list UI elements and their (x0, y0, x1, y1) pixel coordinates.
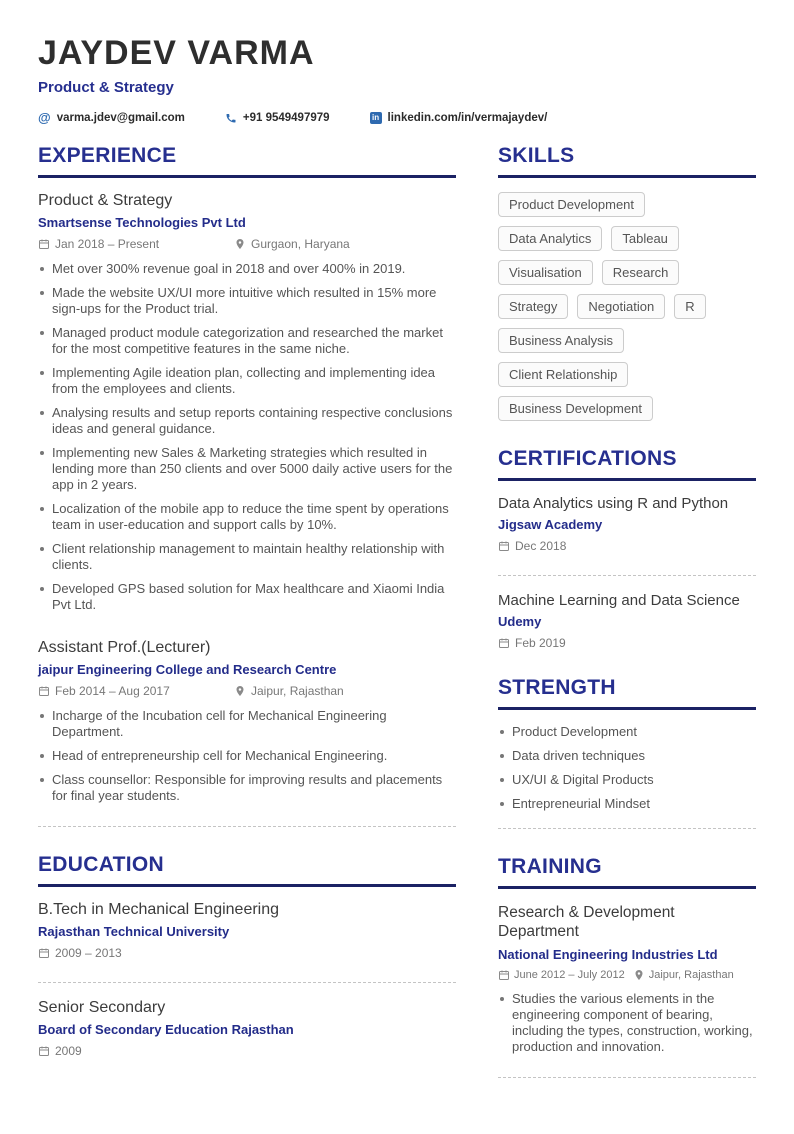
bullet-item: Head of entrepreneurship cell for Mechanical Engineering. (38, 748, 456, 764)
skill-tag: Visualisation (498, 260, 593, 285)
bullet-item: Localization of the mobile app to reduce the time spent by operations team in user-education and support calls by 10%. (38, 501, 456, 533)
certification-title: Machine Learning and Data Science (498, 592, 740, 609)
bullet-item: Analysing results and setup reports containing respective conclusions ideas and general guidance. (38, 405, 456, 437)
skill-tag: Strategy (498, 294, 568, 319)
bullet-item: Class counsellor: Responsible for improving results and placements for final year students. (38, 772, 456, 804)
section-experience (38, 144, 456, 827)
training-meta (498, 969, 756, 981)
certification-issuer: Udemy (498, 614, 542, 629)
experience-heading: EXPERIENCE (38, 144, 456, 178)
person-title: Product & Strategy (38, 79, 174, 96)
linkedin-icon: in (370, 112, 382, 124)
experience-entry (38, 639, 456, 804)
skill-tag: Business Development (498, 396, 653, 421)
education-meta (38, 946, 456, 960)
right-column (498, 144, 756, 1104)
job-title: Assistant Prof.(Lecturer) (38, 638, 211, 656)
job-meta (38, 237, 456, 251)
section-certifications (498, 447, 756, 650)
certification-entry (498, 495, 756, 553)
training-location-text: Jaipur, Rajasthan (648, 968, 734, 981)
certification-date (498, 539, 566, 553)
person-name: JAYDEV VARMA (38, 34, 315, 72)
strength-item: UX/UI & Digital Products (498, 772, 756, 788)
dashed-divider (498, 1077, 756, 1078)
training-org: National Engineering Industries Ltd (498, 946, 718, 962)
bullet-item: Met over 300% revenue goal in 2018 and over 400% in 2019. (38, 261, 456, 277)
training-dates (498, 969, 625, 981)
calendar-icon (498, 637, 510, 649)
section-skills (498, 144, 756, 421)
training-location (633, 969, 734, 981)
strength-heading: STRENGTH (498, 676, 756, 710)
section-education (38, 853, 456, 1058)
left-column (38, 144, 456, 1104)
job-location (234, 237, 350, 251)
calendar-icon (38, 685, 50, 697)
training-bullets (498, 991, 756, 1055)
dashed-divider (498, 575, 756, 576)
skill-tag: Client Relationship (498, 362, 628, 387)
job-location-text: Gurgaon, Haryana (251, 237, 350, 251)
bullet-item: Developed GPS based solution for Max healthcare and Xiaomi India Pvt Ltd. (38, 581, 456, 613)
skill-tag: Research (602, 260, 680, 285)
bullet-item: Managed product module categorization and researched the market for the most competitive features in the same niche. (38, 325, 456, 357)
section-strength (498, 676, 756, 829)
job-dates (38, 684, 234, 698)
location-icon (234, 238, 246, 250)
contact-row (38, 111, 756, 124)
certification-date (498, 636, 566, 650)
degree-title: B.Tech in Mechanical Engineering (38, 900, 280, 918)
skill-tag: Data Analytics (498, 226, 602, 251)
bullet-item: Implementing new Sales & Marketing strategies which resulted in lending more than 250 clients and over 5000 daily active users for the app in 2 years. (38, 445, 456, 493)
skill-tag: Business Analysis (498, 328, 624, 353)
calendar-icon (498, 969, 510, 981)
strength-item: Data driven techniques (498, 748, 756, 764)
certification-entry (498, 592, 756, 650)
job-location-text: Jaipur, Rajasthan (251, 683, 344, 698)
dashed-divider (498, 828, 756, 829)
education-heading: EDUCATION (38, 853, 456, 887)
calendar-icon (38, 947, 50, 959)
phone-text: +91 9549497979 (242, 111, 330, 124)
job-dates-text: Jan 2018 – Present (55, 237, 160, 251)
strength-item: Entrepreneurial Mindset (498, 796, 756, 812)
job-bullets (38, 261, 456, 613)
education-dates (38, 1044, 82, 1058)
certification-meta (498, 539, 756, 553)
education-dates (38, 946, 122, 960)
bullet-item: Incharge of the Incubation cell for Mechanical Engineering Department. (38, 708, 456, 740)
location-icon (234, 685, 246, 697)
section-training (498, 855, 756, 1078)
job-dates-text: Feb 2014 – Aug 2017 (55, 683, 170, 698)
email-text: varma.jdev@gmail.com (56, 111, 185, 124)
contact-email[interactable] (38, 111, 185, 124)
content-columns (38, 144, 756, 1104)
bullet-item: Made the website UX/UI more intuitive which resulted in 15% more sign-ups for the Product trial. (38, 285, 456, 317)
certification-date-text: Dec 2018 (515, 539, 567, 553)
certification-issuer: Jigsaw Academy (498, 517, 603, 532)
certification-title: Data Analytics using R and Python (498, 495, 729, 512)
training-title: Research & Development Department (498, 903, 675, 941)
skill-tag: Negotiation (577, 294, 665, 319)
education-meta (38, 1044, 456, 1058)
header (38, 34, 756, 124)
training-heading: TRAINING (498, 855, 756, 889)
dashed-divider (38, 982, 456, 983)
certification-date-text: Feb 2019 (515, 636, 566, 650)
dashed-divider (38, 826, 456, 827)
skill-tags (498, 192, 756, 421)
job-location (234, 684, 344, 698)
location-icon (633, 969, 645, 981)
strength-item: Product Development (498, 724, 756, 740)
calendar-icon (38, 238, 50, 250)
company-name: Smartsense Technologies Pvt Ltd (38, 215, 246, 230)
experience-entry (38, 192, 456, 613)
contact-phone[interactable] (225, 112, 330, 124)
training-entry (498, 903, 756, 1055)
skill-tag: Product Development (498, 192, 645, 217)
education-dates-text: 2009 (55, 1043, 82, 1058)
school-name: Rajasthan Technical University (38, 923, 230, 939)
certification-meta (498, 636, 756, 650)
bullet-item: Studies the various elements in the engineering component of bearing, including the types, construction, working, production and innovation. (498, 991, 756, 1055)
education-entry (38, 999, 456, 1058)
email-icon: @ (38, 110, 51, 125)
skills-heading: SKILLS (498, 144, 756, 178)
skill-tag: Tableau (611, 226, 679, 251)
strength-list (498, 724, 756, 812)
degree-title: Senior Secondary (38, 998, 166, 1016)
school-name: Board of Secondary Education Rajasthan (38, 1021, 294, 1037)
training-dates-text: June 2012 – July 2012 (514, 968, 625, 981)
job-meta (38, 684, 456, 698)
education-entry (38, 901, 456, 960)
phone-icon (225, 112, 237, 124)
linkedin-text: linkedin.com/in/vermajaydev/ (387, 111, 548, 124)
job-dates (38, 237, 234, 251)
calendar-icon (498, 540, 510, 552)
company-name: jaipur Engineering College and Research Centre (38, 661, 337, 677)
calendar-icon (38, 1045, 50, 1057)
contact-linkedin[interactable] (370, 112, 548, 124)
job-title: Product & Strategy (38, 192, 173, 209)
bullet-item: Client relationship management to maintain healthy relationship with clients. (38, 541, 456, 573)
education-dates-text: 2009 – 2013 (55, 945, 122, 960)
certifications-heading: CERTIFICATIONS (498, 447, 756, 481)
skill-tag: R (674, 294, 705, 319)
bullet-item: Implementing Agile ideation plan, collecting and implementing idea from the employees and clients. (38, 365, 456, 397)
job-bullets (38, 708, 456, 804)
